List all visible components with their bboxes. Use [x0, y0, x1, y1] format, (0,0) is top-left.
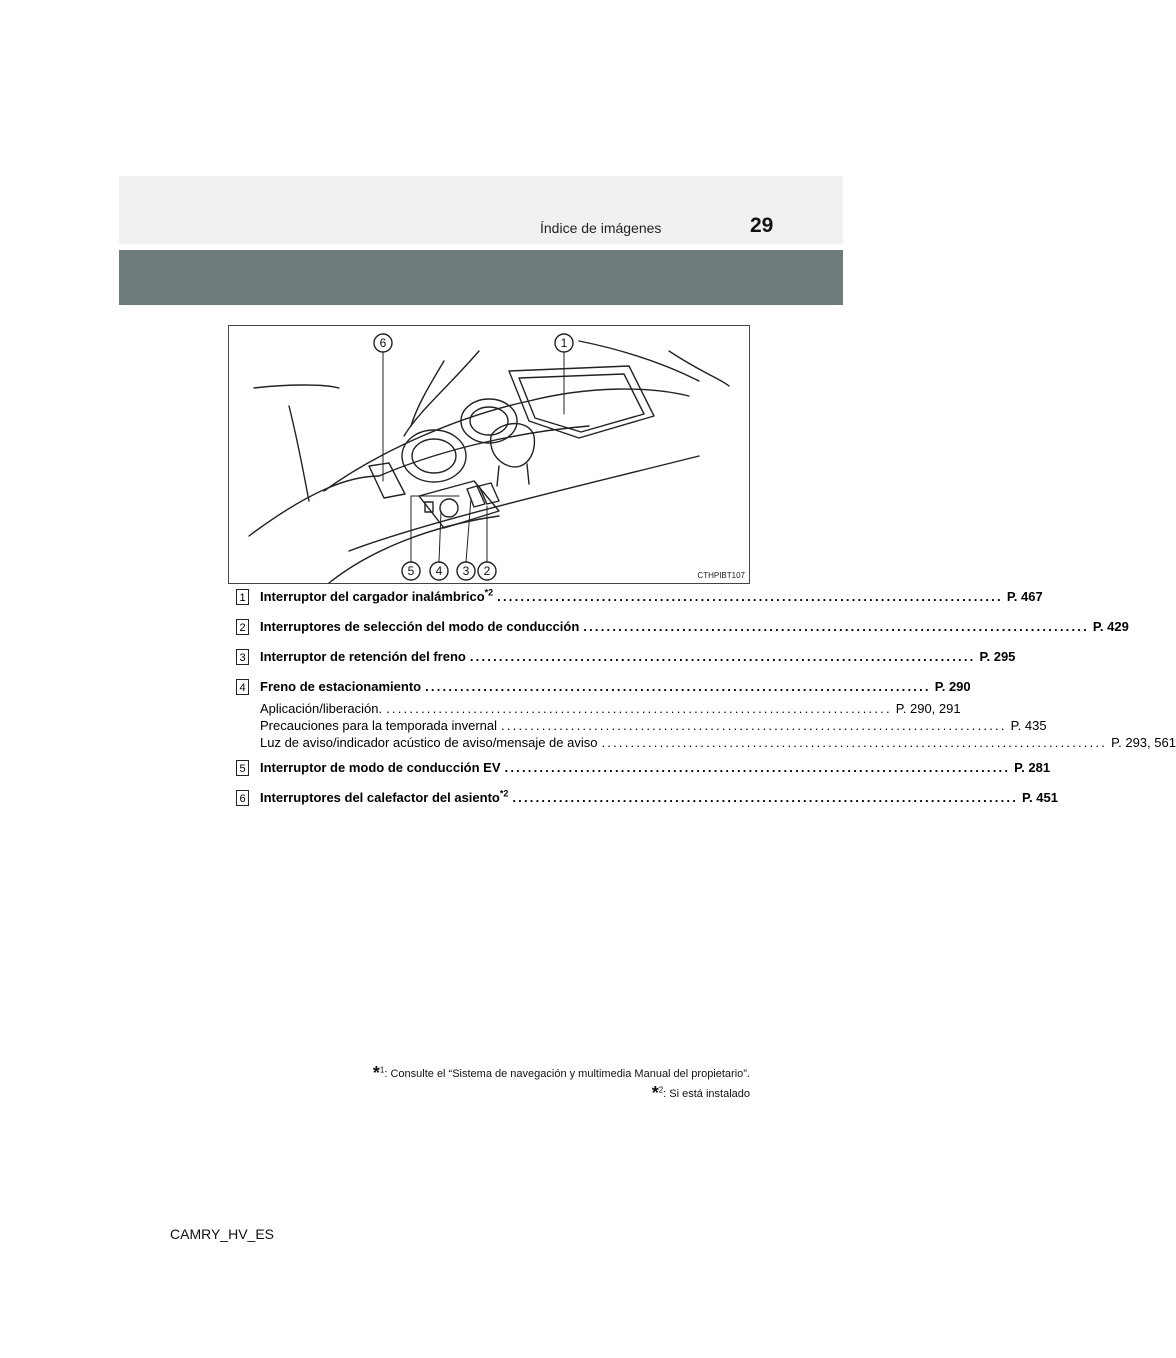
list-item[interactable] — [236, 587, 1043, 611]
model-code: CAMRY_HV_ES — [170, 1226, 275, 1242]
leader-dots: ....................................................................................... — [512, 790, 1019, 805]
callout-3: 3 — [462, 564, 470, 578]
chapter-band — [119, 250, 843, 305]
item-label: Interruptores del calefactor del asiento — [260, 790, 500, 805]
leader-dots: ....................................................................................... — [469, 649, 976, 664]
list-item[interactable] — [236, 679, 1176, 752]
leader-dots: ....................................................................................... — [386, 701, 892, 716]
sub-item[interactable] — [260, 718, 1047, 735]
item-label: Freno de estacionamiento — [260, 679, 422, 694]
list-item[interactable] — [236, 788, 1058, 812]
leader-dots: ....................................................................................... — [504, 760, 1011, 775]
asterisk-icon: * — [372, 1063, 380, 1083]
item-number: 3 — [236, 649, 249, 665]
leader-dots: ....................................................................................... — [425, 679, 931, 694]
footnote-1: *$^1$: Consulte el “Sistema de navegación y multimedia Manual del propietario”. — [372, 1063, 750, 1083]
item-number: 1 — [236, 589, 249, 605]
console-illustration — [228, 325, 750, 584]
page-reference[interactable]: P. 435 — [1010, 718, 1047, 733]
callout-2: 2 — [483, 564, 491, 578]
item-list — [236, 587, 1176, 812]
item-label: Interruptor del cargador inalámbrico — [260, 589, 485, 604]
callout-6: 6 — [379, 336, 387, 350]
list-item[interactable] — [236, 619, 1129, 641]
list-item[interactable] — [236, 649, 1016, 671]
asterisk-icon: * — [651, 1083, 659, 1103]
leader-dots: ....................................................................................... — [497, 589, 1003, 604]
console-drawing — [229, 326, 749, 583]
figure-code: CTHPIBT107 — [697, 571, 745, 580]
section-title: Índice de imágenes — [540, 220, 662, 236]
item-label: Interruptor de retención del freno — [260, 649, 466, 664]
item-number: 4 — [236, 679, 249, 695]
page-number: 29 — [750, 214, 774, 237]
header-band — [119, 176, 843, 244]
sub-item-label: Aplicación/liberación. — [260, 701, 383, 716]
footnote-marker: *2 — [484, 587, 494, 598]
leader-dots: ....................................................................................... — [501, 718, 1007, 733]
callout-4: 4 — [435, 564, 443, 578]
page-reference[interactable]: P. 295 — [979, 649, 1016, 664]
page-reference[interactable]: P. 467 — [1006, 589, 1043, 604]
sub-item-label: Precauciones para la temporada invernal — [260, 718, 498, 733]
leader-dots: ....................................................................................... — [583, 619, 1089, 634]
callout-1: 1 — [560, 336, 568, 350]
item-number: 6 — [236, 790, 249, 806]
sub-item[interactable] — [260, 701, 961, 718]
leader-dots: ....................................................................................... — [601, 735, 1108, 750]
page-reference[interactable]: P. 290 — [934, 679, 971, 694]
item-label: Interruptor de modo de conducción EV — [260, 760, 501, 775]
page-reference[interactable]: P. 429 — [1092, 619, 1129, 634]
footnote-marker: *2 — [499, 788, 509, 799]
page-reference[interactable]: P. 290, 291 — [895, 701, 961, 716]
callout-5: 5 — [407, 564, 415, 578]
sub-item-label: Luz de aviso/indicador acústico de aviso/mensaje de aviso — [260, 735, 598, 750]
page-reference[interactable]: P. 451 — [1022, 790, 1058, 805]
page-reference[interactable]: P. 293, 561 — [1111, 735, 1176, 750]
list-item[interactable] — [236, 760, 1051, 782]
item-label: Interruptores de selección del modo de conducción — [260, 619, 580, 634]
footnote-2: *$^2$: Si está instalado — [651, 1083, 750, 1103]
sub-item[interactable] — [260, 735, 1176, 752]
item-number: 2 — [236, 619, 249, 635]
item-number: 5 — [236, 760, 249, 776]
page-reference[interactable]: P. 281 — [1014, 760, 1051, 775]
